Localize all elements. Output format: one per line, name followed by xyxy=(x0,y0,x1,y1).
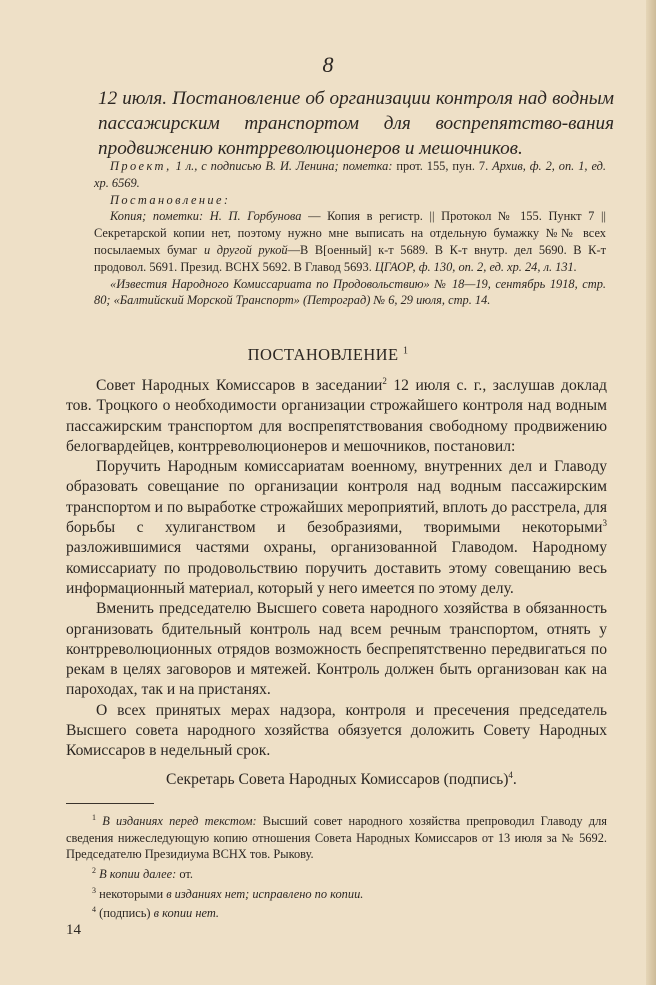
paragraph-text: Поручить Народным комиссариатам военному, внутренних дел и Главоду образовать совещание по организации контроля над водным пассажирским транспортом и по выработке строжайших мероприятий, вплоть до расстрела, для борьбы с хулиганством и безобразиями, творимыми некоторыми xyxy=(66,458,607,537)
source-label-resolution: Постановление: xyxy=(110,192,231,207)
footnote-italic: в копии нет. xyxy=(153,906,220,921)
source-label-draft: Проект, xyxy=(110,159,172,173)
footnote-ref: 1 xyxy=(402,345,409,357)
title-text: ПОСТАНОВЛЕНИЕ xyxy=(247,345,399,364)
footnote-number: 3 xyxy=(92,885,96,895)
footnote-1 xyxy=(66,810,607,863)
footnote-italic: В копии далее: xyxy=(99,867,177,882)
paragraph-text: Совет Народных Комиссаров в заседании xyxy=(96,377,383,394)
paragraph-text: 12 июля с. г., заслушав доклад тов. Троцкого о необходимости организации строжайшего контроля над водным пассажирским транспортом для воспрепятствования свободному продвижению белогвардейцев, контрреволюционеров и мешочников, постановил: xyxy=(66,377,607,455)
footnote-ref: 4 xyxy=(508,770,513,780)
document-heading xyxy=(74,86,614,161)
archival-source-note xyxy=(94,158,606,309)
source-copy-desc: Копия; пометки: Н. П. Горбунова xyxy=(110,209,302,224)
heading-text: Постановление об организации контроля над водным пассажирским транспортом для воспрепятство-вания продвижению контрреволюционеров и мешочников. xyxy=(98,88,614,159)
source-publications: «Известия Народного Комиссариата по Продовольствию» № 18—19, сентябрь 1918, стр. 80; «Балтийский Морской Транспорт» (Петроград) № 6, 29 июля, стр. 14. xyxy=(94,276,606,308)
footnote-divider xyxy=(66,803,154,804)
paragraph-3: Вменить председателю Высшего совета народного хозяйства в обязанность организовать бдительный контроль над всем речным транспортом, отнять у контрреволюционных отрядов возможность беспрепятственно передвигаться по рекам в целях заговоров и мятежей. Контроль должен быть организован как на пароходах, так и на пристанях. xyxy=(66,600,607,699)
footnote-2 xyxy=(66,863,607,883)
footnote-italic: в изданиях нет; исправлено по копии. xyxy=(166,886,364,901)
footnote-text: Высший совет народного хозяйства препроводил Главоду для сведения нижеследующую копию отношения Совета Народных Комиссаров от 13 июля за № 5692. Председателю Президиума ВСНХ тов. Рыкову. xyxy=(66,814,607,862)
footnote-text: (подпись) xyxy=(99,906,154,921)
footnote-3 xyxy=(66,883,607,903)
source-copy-other-hand: и другой рукой xyxy=(203,242,288,257)
footnote-ref: 3 xyxy=(602,517,607,528)
footnote-text: от. xyxy=(176,867,193,882)
source-copy-text: — Копия в регистр. || Протокол № 155. Пункт 7 || Секретарской копии нет, поэтому нужно мне выписать на отдельную бумажку №№ всех посылаемых бумаг xyxy=(94,209,606,257)
source-copy xyxy=(94,208,606,275)
page-number: 14 xyxy=(66,922,81,938)
paragraph-4: О всех принятых мерах надзора, контроля и пресечения председатель Высшего совета народного хозяйства обязуется доложить Совету Народных Комиссаров в недельный срок. xyxy=(66,701,607,760)
paragraph-1 xyxy=(66,376,607,457)
footnote-ref: 2 xyxy=(382,375,387,386)
footnote-italic: В изданиях перед текстом: xyxy=(102,814,257,829)
page-edge xyxy=(646,0,656,985)
source-draft-mark: прот. 155, пун. 7. xyxy=(396,159,493,173)
source-draft-desc: 1 л., с подписью В. И. Ленина; пометка: xyxy=(171,159,397,173)
source-resolution-label xyxy=(94,192,606,209)
footnote-number: 2 xyxy=(92,865,96,875)
resolution-body xyxy=(66,376,607,762)
heading-date: 12 июля. xyxy=(98,88,168,109)
paragraph-2 xyxy=(66,457,607,599)
footnotes xyxy=(66,810,607,922)
signature-line: Секретарь Совета Народных Комиссаров (подпись)$^4$. xyxy=(166,770,517,789)
source-draft xyxy=(94,158,606,192)
source-copy-registry: —В В[оенный] к-т 5689. В К-т внутр. дел 5690. В К-т продовол. 5691. Презид. ВСНХ 5692. В Главод 5693. xyxy=(94,242,606,274)
paragraph-text: разложившимися частями охраны, организованной Главодом. Народному комиссариату по продовольствию поручить доставить этому совещанию весь информационный материал, который у него имеется по этому делу. xyxy=(66,539,607,597)
footnote-number: 4 xyxy=(92,905,96,915)
resolution-title xyxy=(0,345,656,365)
footnote-number: 1 xyxy=(92,813,96,822)
document-number: 8 xyxy=(322,52,334,77)
signature-text: Секретарь Совета Народных Комиссаров (подпись) xyxy=(166,771,509,789)
footnote-text: некоторыми xyxy=(99,886,167,901)
source-draft-archive: Архив, ф. 2, оп. 1, ед. хр. 6569. xyxy=(94,159,606,190)
heading-line xyxy=(74,86,614,161)
footnote-4 xyxy=(66,902,607,922)
source-copy-archive: ЦГАОР, ф. 130, оп. 2, ед. хр. 24, л. 131. xyxy=(374,259,577,274)
